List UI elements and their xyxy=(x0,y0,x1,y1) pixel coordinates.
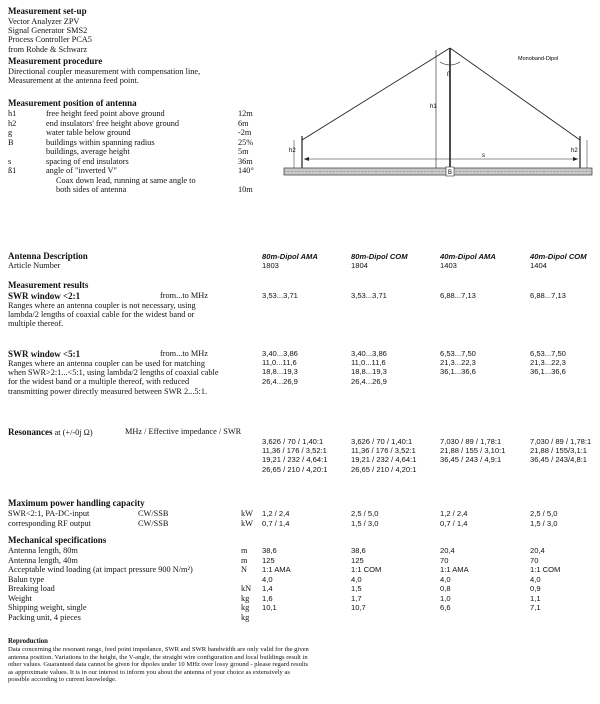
article-number: 1803 xyxy=(262,261,279,270)
resonance-values-column xyxy=(440,437,505,465)
s-arrow-left xyxy=(304,157,309,161)
mech-table xyxy=(8,546,593,622)
mech-title: Mechanical specifications xyxy=(8,535,107,545)
resonance-value: 11,36 / 176 / 3,52:1 xyxy=(262,446,327,456)
swr5-value: 36,1...36,6 xyxy=(530,367,566,377)
resonance-value: 36,45 / 243/4,8:1 xyxy=(530,455,588,465)
resonance-value: 19,21 / 232 / 4,64:1 xyxy=(351,455,417,465)
mech-unit: m xyxy=(241,546,248,555)
mech-value: 1,1 xyxy=(530,593,541,603)
results-title: Measurement results xyxy=(8,280,89,290)
mech-value: 1:1 COM xyxy=(530,565,561,574)
position-symbol: h1 xyxy=(8,109,17,118)
antenna-description-label: Antenna Description xyxy=(8,251,88,261)
power-unit: kW xyxy=(241,509,253,518)
swr5-value: 3,40...3,86 xyxy=(262,349,298,358)
model-name: 40m-Dipol AMA xyxy=(440,252,496,261)
swr5-value: 21,3...22,3 xyxy=(530,358,566,368)
swr5-description-line: transmitting power directly measured between SWR 2...5:1. xyxy=(8,386,208,396)
mech-unit: kN xyxy=(241,584,252,593)
power-value: 2,5 / 5,0 xyxy=(351,509,379,518)
procedure-line: Measurement at the antenna feed point. xyxy=(8,76,139,86)
position-desc: buildings within spanning radius xyxy=(46,137,155,147)
mech-value: 1,4 xyxy=(262,584,273,593)
power-row xyxy=(8,519,593,529)
setup-line: Signal Generator SMS2 xyxy=(8,26,88,36)
position-table xyxy=(8,109,270,195)
mech-label: Breaking load xyxy=(8,584,55,593)
position-desc: Coax down lead, running at same angle to xyxy=(56,175,196,185)
reproduction-title: Reproduction xyxy=(8,638,48,645)
mech-row xyxy=(8,565,593,575)
resonance-value: 21,88 / 155/3,1:1 xyxy=(530,446,588,456)
power-value: 2,5 / 5,0 xyxy=(530,509,558,518)
mech-value: 1,6 xyxy=(262,593,273,603)
swr2-description-line: Ranges where an antenna coupler is not necessary, using xyxy=(8,301,196,310)
resonance-value: 26,65 / 210 / 4,20:1 xyxy=(351,464,417,474)
mech-unit: N xyxy=(241,565,247,574)
mech-label: Antenna length, 40m xyxy=(8,555,78,565)
power-label: corresponding RF output xyxy=(8,518,91,528)
position-value: 25% xyxy=(238,137,254,147)
power-unit: kW xyxy=(241,518,253,528)
mech-value: 125 xyxy=(262,555,275,565)
mech-value: 4,0 xyxy=(262,574,273,584)
dipole-left-wire xyxy=(302,48,450,140)
resonance-value: 26,65 / 210 / 4,20:1 xyxy=(262,464,328,474)
mech-unit: m xyxy=(241,555,248,565)
resonances-header xyxy=(8,427,93,437)
s-label: s xyxy=(482,153,485,159)
mech-value: 70 xyxy=(440,555,449,565)
swr5-values-column xyxy=(440,349,476,377)
resonance-value: 3,626 / 70 / 1,40:1 xyxy=(351,437,413,446)
position-desc: end insulators' free height above ground xyxy=(46,118,180,128)
mech-value: 4,0 xyxy=(530,574,541,584)
position-row xyxy=(8,185,270,195)
building-label: B xyxy=(448,170,453,176)
h1-label: h1 xyxy=(430,104,437,110)
resonance-value: 36,45 / 243 / 4,9:1 xyxy=(440,455,502,465)
resonances-units: MHz / Effective impedance / SWR xyxy=(125,427,242,436)
position-title: Measurement position of antenna xyxy=(8,98,137,108)
swr5-value: 26,4...26,9 xyxy=(351,376,387,386)
article-number: 1404 xyxy=(530,261,547,270)
swr5-value: 6,53...7,50 xyxy=(530,349,566,358)
mech-row xyxy=(8,603,593,613)
model-name: 40m-Dipol COM xyxy=(530,252,587,261)
mech-label: Antenna length, 80m xyxy=(8,546,78,555)
power-value: 0,7 / 1,4 xyxy=(262,518,290,528)
power-title: Maximum power handling capacity xyxy=(8,498,145,508)
position-symbol: g xyxy=(8,128,13,137)
power-value: 1,5 / 3,0 xyxy=(530,518,558,528)
position-row xyxy=(8,128,270,138)
position-row xyxy=(8,166,270,176)
mech-unit: kg xyxy=(241,593,250,603)
power-label: SWR<2:1, PA-DC-input xyxy=(8,509,90,518)
mech-label: Shipping weight, single xyxy=(8,603,87,612)
mech-row xyxy=(8,613,593,623)
mech-value: 1:1 COM xyxy=(351,565,382,574)
resonance-value: 21,88 / 155 / 3,10:1 xyxy=(440,446,506,456)
resonance-values-column xyxy=(530,437,591,465)
mech-row xyxy=(8,584,593,594)
swr2-value: 6,88...7,13 xyxy=(440,291,476,300)
article-number: 1403 xyxy=(440,261,457,270)
power-value: 1,2 / 2,4 xyxy=(440,509,468,518)
model-name: 80m-Dipol AMA xyxy=(262,252,318,261)
mech-value: 20,4 xyxy=(440,546,455,555)
mech-row xyxy=(8,575,593,585)
resonances-title: Resonances xyxy=(8,427,53,437)
mech-unit: kg xyxy=(241,603,250,612)
position-desc: spacing of end insulators xyxy=(46,156,129,166)
power-value: 0,7 / 1,4 xyxy=(440,518,468,528)
mech-value: 10,7 xyxy=(351,603,366,612)
angle-label: ß xyxy=(447,72,451,78)
swr5-description xyxy=(8,359,219,396)
position-desc: angle of "inverted V" xyxy=(46,166,117,175)
swr5-values-column xyxy=(351,349,387,386)
h2-left-label: h2 xyxy=(289,148,296,154)
swr5-values-column xyxy=(262,349,298,386)
mech-value: 1,0 xyxy=(440,593,451,603)
mech-value: 4,0 xyxy=(351,574,362,584)
setup-line: Vector Analyzer ZPV xyxy=(8,17,80,26)
position-row xyxy=(8,147,270,157)
mech-value: 1,5 xyxy=(351,584,362,593)
mech-row xyxy=(8,594,593,604)
position-symbol: s xyxy=(8,156,12,166)
swr2-description-line: lambda/2 lengths of coaxial cable for the widest band or xyxy=(8,310,195,320)
power-table xyxy=(8,509,593,528)
resonances-condition: at (+/-0j Ω) xyxy=(54,428,93,437)
resonance-value: 3,626 / 70 / 1,40:1 xyxy=(262,437,324,446)
position-desc: both sides of antenna xyxy=(56,185,127,194)
swr2-description-line: multiple thereof. xyxy=(8,319,64,329)
power-row xyxy=(8,509,593,519)
swr2-description xyxy=(8,301,196,329)
mech-value: 7,1 xyxy=(530,603,541,612)
resonance-values-column xyxy=(351,437,416,474)
swr2-value: 3,53...3,71 xyxy=(262,291,298,300)
mech-row xyxy=(8,546,593,556)
mech-label: Packing unit, 4 pieces xyxy=(8,612,81,622)
power-mode: CW/SSB xyxy=(138,518,169,528)
swr5-description-line: when SWR>2:1...<5:1, using lambda/2 lengths of coaxial cable xyxy=(8,368,219,378)
position-value: 10m xyxy=(238,185,253,194)
position-value: 6m xyxy=(238,118,249,128)
setup-line: Process Controller PCA5 xyxy=(8,35,92,45)
swr2-value: 6,88...7,13 xyxy=(530,291,566,300)
swr5-values-column xyxy=(530,349,566,377)
swr5-value: 6,53...7,50 xyxy=(440,349,476,358)
mech-label: Weight xyxy=(8,593,32,603)
resonance-value: 7,030 / 89 / 1,78:1 xyxy=(440,437,502,446)
swr5-title: SWR window <5:1 xyxy=(8,349,81,359)
position-row xyxy=(8,109,270,119)
position-value: 36m xyxy=(238,156,253,166)
swr5-value: 26,4...26,9 xyxy=(262,376,298,386)
model-name: 80m-Dipol COM xyxy=(351,252,408,261)
mech-value: 1,7 xyxy=(351,593,362,603)
swr5-value: 21,3...22,3 xyxy=(440,358,476,368)
article-number-label: Article Number xyxy=(8,261,61,270)
mech-value: 38,6 xyxy=(262,546,277,555)
setup-list xyxy=(8,17,92,54)
position-desc: free height feed point above ground xyxy=(46,109,165,118)
position-symbol: ß1 xyxy=(8,166,17,175)
mech-value: 38,6 xyxy=(351,546,366,555)
swr5-description-line: for the widest band or a multiple thereof, with reduced xyxy=(8,377,190,387)
mech-unit: kg xyxy=(241,612,250,622)
power-mode: CW/SSB xyxy=(138,509,169,518)
swr5-value: 18,8...19,3 xyxy=(351,367,387,377)
procedure-title: Measurement procedure xyxy=(8,56,103,66)
mech-value: 70 xyxy=(530,555,539,565)
position-row xyxy=(8,119,270,129)
mech-value: 6,6 xyxy=(440,603,451,612)
article-number: 1804 xyxy=(351,261,368,270)
swr2-title: SWR window <2:1 xyxy=(8,291,81,301)
mech-row xyxy=(8,556,593,566)
mech-value: 0,9 xyxy=(530,584,541,593)
procedure-line: Directional coupler measurement with compensation line, xyxy=(8,67,201,76)
position-value: 5m xyxy=(238,147,249,156)
position-symbol: h2 xyxy=(8,118,17,128)
swr5-value: 11,0...11,6 xyxy=(262,358,297,368)
mech-value: 10,1 xyxy=(262,603,277,612)
resonance-values-column xyxy=(262,437,327,474)
position-desc: water table below ground xyxy=(46,128,131,137)
swr2-value: 3,53...3,71 xyxy=(351,291,387,300)
resonance-value: 19,21 / 232 / 4,64:1 xyxy=(262,455,328,465)
swr5-value: 36,1...36,6 xyxy=(440,367,476,377)
swr2-unit: from...to MHz xyxy=(160,291,208,300)
s-arrow-right xyxy=(573,157,578,161)
swr5-value: 18,8...19,3 xyxy=(262,367,298,377)
dipole-right-wire xyxy=(450,48,580,140)
resonance-value: 7,030 / 89 / 1,78:1 xyxy=(530,437,592,446)
position-value: 12m xyxy=(238,109,253,118)
setup-title: Measurement set-up xyxy=(8,6,87,16)
mech-label: Acceptable wind loading (at impact pressure 900 N/m²) xyxy=(8,565,193,574)
antenna-diagram xyxy=(280,28,596,188)
h2-right-label: h2 xyxy=(571,148,578,154)
setup-line: from Rohde & Schwarz xyxy=(8,44,88,54)
mech-value: 4,0 xyxy=(440,574,451,584)
position-value: -2m xyxy=(238,128,252,137)
position-desc: buildings, average height xyxy=(46,147,130,156)
swr5-value: 11,0...11,6 xyxy=(351,358,386,368)
position-row xyxy=(8,138,270,148)
reproduction-text: Data concerning the resonant range, feed point impedance, SWR and SWR bandwidth are only valid for the given antenna position. Variations to the height, the V-angle, the straight wire configuration and local buildings result in other values. Guaranteed data cannot be given for dipoles under 10 MHz over lossy ground - please regard results as approximate values. It is in our interest to inform you about the antenna of your choice as extensively as possible according to current knowledge. xyxy=(8,646,309,684)
position-row xyxy=(8,176,270,186)
mech-label: Balun type xyxy=(8,574,45,584)
mech-value: 20,4 xyxy=(530,546,545,555)
position-row xyxy=(8,157,270,167)
mech-value: 0,8 xyxy=(440,584,451,593)
mech-value: 125 xyxy=(351,555,364,565)
power-value: 1,2 / 2,4 xyxy=(262,509,290,518)
procedure-text xyxy=(8,67,200,85)
power-value: 1,5 / 3,0 xyxy=(351,518,379,528)
position-symbol: B xyxy=(8,137,14,147)
swr5-description-line: Ranges where an antenna coupler can be used for matching xyxy=(8,359,205,368)
position-value: 140° xyxy=(238,166,254,175)
diagram-title: Monoband-Dipol xyxy=(518,56,559,62)
mech-value: 1:1 AMA xyxy=(440,565,469,574)
resonance-value: 11,36 / 176 / 3,52:1 xyxy=(351,446,416,456)
mech-value: 1:1 AMA xyxy=(262,565,291,574)
swr5-value: 3,40...3,86 xyxy=(351,349,387,358)
swr5-unit: from...to MHz xyxy=(160,349,208,358)
